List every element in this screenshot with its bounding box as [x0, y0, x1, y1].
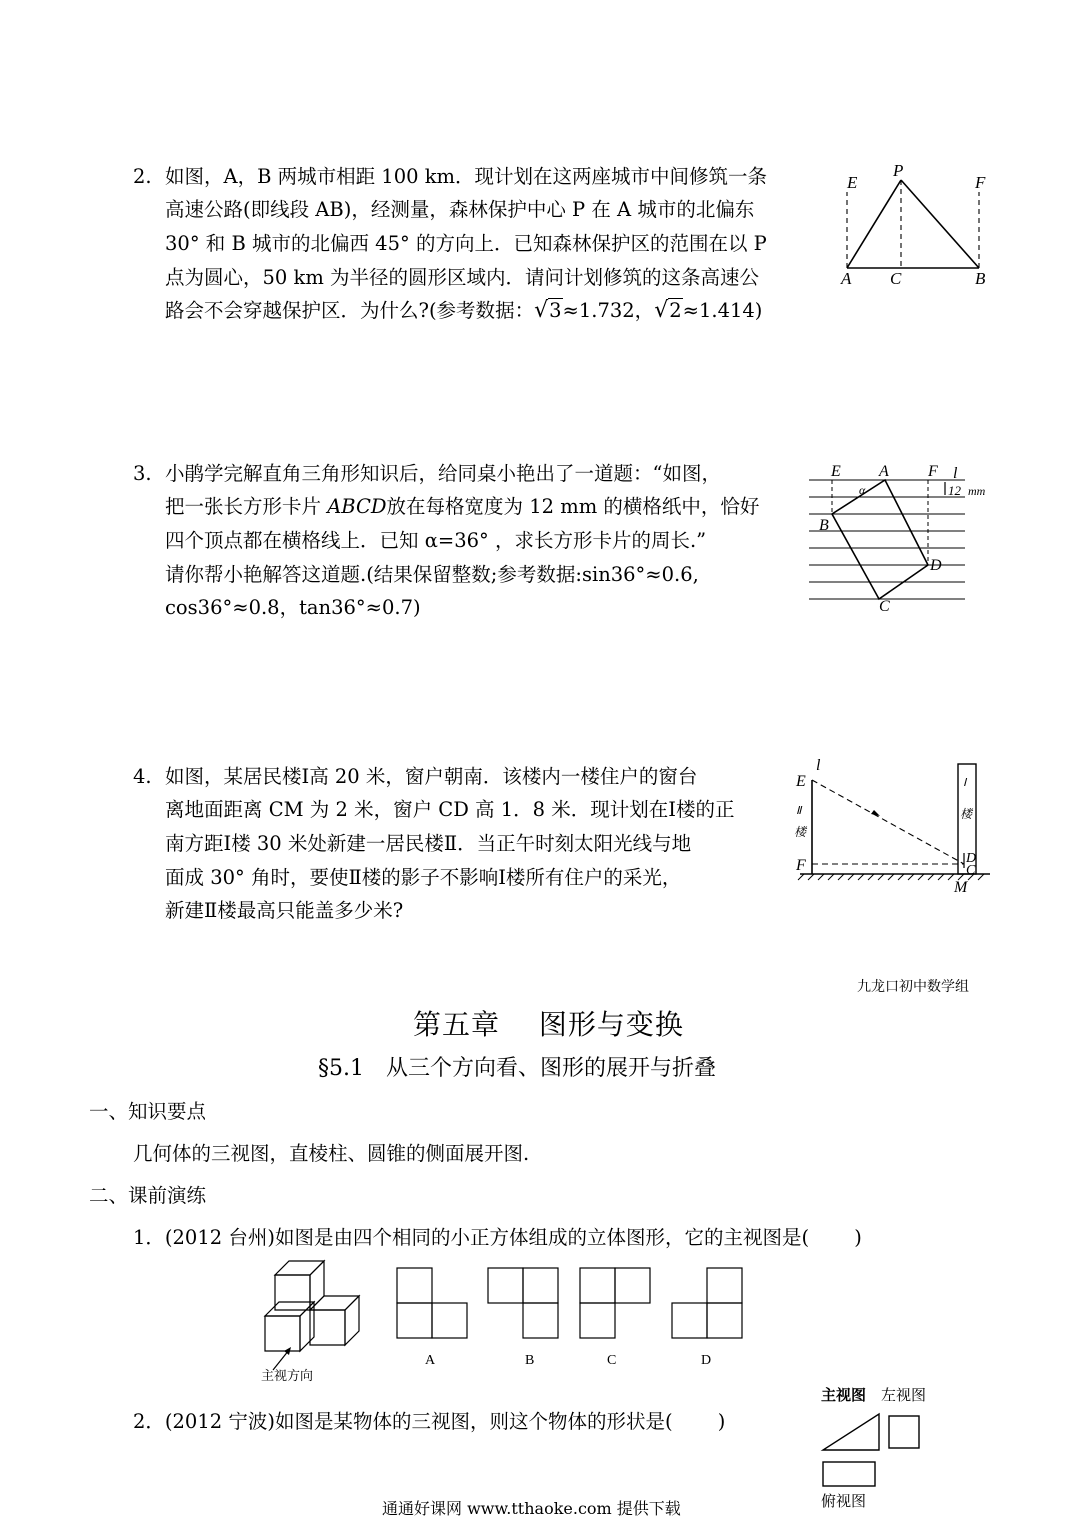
arrow-head-icon: [284, 1347, 291, 1355]
exercise-1-figure: [255, 1258, 755, 1388]
label-F: F: [975, 173, 986, 192]
label-C: C: [890, 269, 902, 288]
text-segment: 放在每格宽度为 12 mm 的横格纸中，恰好: [386, 495, 760, 518]
sqrt-symbol: √: [654, 298, 669, 323]
section-title: §5.1 从三个方向看、图形的展开与折叠: [318, 1056, 716, 1081]
text-segment: 路会不会穿越保护区．为什么?(参考数据：: [165, 299, 535, 322]
sqrt-argument: 3: [549, 299, 562, 322]
option-b-figure: [488, 1268, 558, 1338]
exercise-2-figure: [815, 1380, 945, 1512]
option-b-label: B: [525, 1353, 535, 1368]
school-group-label: 九龙口初中数学组: [857, 979, 969, 995]
problem-text-line: 点为圆心，50 km 为半径的圆形区域内．请问计划修筑的这条高速公: [165, 266, 760, 289]
label-P: P: [893, 161, 904, 180]
heading-knowledge: 一、知识要点: [89, 1100, 207, 1123]
label-lou-i: 楼: [960, 807, 973, 821]
problem-4-figure: [790, 752, 1000, 897]
label-mm: mm: [968, 484, 986, 498]
text-segment: ≈1.414): [682, 299, 763, 322]
label-D: D: [930, 557, 942, 574]
label-lou-ii: 楼: [794, 825, 807, 839]
knowledge-text: 几何体的三视图，直棱柱、圆锥的侧面展开图.: [133, 1142, 530, 1165]
problem-text-line: 新建Ⅱ楼最高只能盖多少米?: [165, 899, 404, 922]
option-c-label: C: [607, 1353, 617, 1368]
problem-text-line: 如图，A，B 两城市相距 100 km．现计划在这两座城市中间修筑一条: [165, 165, 768, 188]
label-l: l: [816, 757, 821, 774]
label-C: C: [879, 598, 890, 613]
label-B: B: [819, 517, 829, 534]
label-E: E: [831, 463, 841, 480]
label-12: 12: [948, 483, 961, 498]
sun-ray: [812, 780, 964, 864]
problem-text-line: 高速公路(即线段 AB)，经测量，森林保护中心 P 在 A 城市的北偏东: [165, 198, 755, 221]
problem-4: [133, 760, 793, 930]
exercise-1-text: 1．(2012 台州)如图是由四个相同的小正方体组成的立体图形，它的主视图是( ): [133, 1226, 862, 1249]
view-direction-label: 主视方向: [261, 1369, 314, 1384]
label-l: l: [953, 465, 958, 482]
front-view-label: 主视图: [821, 1386, 867, 1404]
problem-text-line: 离地面距离 CM 为 2 米，窗户 CD 高 1．8 米．现计划在Ⅰ楼的正: [165, 798, 735, 821]
line-AP: [847, 180, 901, 268]
heading-exercises: 二、课前演练: [89, 1184, 207, 1207]
rectangle-ABCD: [832, 480, 928, 599]
problem-3-figure: [795, 458, 1000, 613]
option-a-label: A: [425, 1353, 436, 1368]
problem-2-figure: [835, 160, 995, 290]
label-i: Ⅰ: [963, 777, 967, 789]
problem-text-line: 小鹃学完解直角三角形知识后，给同桌小艳出了一道题：“如图，: [165, 462, 721, 485]
label-ii: Ⅱ: [796, 805, 802, 817]
sqrt-argument: 2: [669, 299, 682, 322]
option-c-figure: [580, 1268, 650, 1338]
problem-2: [133, 160, 833, 330]
problem-number: 2.: [133, 165, 152, 188]
option-d-label: D: [701, 1353, 712, 1368]
label-B: B: [975, 269, 986, 288]
footer-text: 通通好课网 www.tthaoke.com 提供下载: [382, 1499, 681, 1518]
label-alpha: α: [859, 483, 866, 497]
problem-text-line: 30° 和 B 城市的北偏西 45° 的方向上．已知森林保护区的范围在以 P: [165, 232, 767, 255]
rectangle-name: ABCD: [327, 495, 387, 518]
label-E: E: [796, 773, 806, 790]
left-view-label: 左视图: [881, 1386, 927, 1404]
left-view-square: [889, 1416, 919, 1448]
label-C: C: [966, 863, 976, 878]
label-F: F: [928, 463, 938, 480]
problem-text-line: 南方距Ⅰ楼 30 米处新建一居民楼Ⅱ．当正午时刻太阳光线与地: [165, 832, 692, 855]
problem-text-line: 四个顶点都在横格线上．已知 α=36° ，求长方形卡片的周长.”: [165, 529, 707, 552]
exercise-2-text: 2．(2012 宁波)如图是某物体的三视图，则这个物体的形状是( ): [133, 1410, 726, 1433]
label-A: A: [841, 269, 852, 288]
top-view-rectangle: [823, 1462, 875, 1486]
option-a-figure: [397, 1268, 467, 1338]
cube-solid: [265, 1261, 359, 1351]
label-E: E: [847, 173, 858, 192]
front-view-triangle: [823, 1414, 879, 1450]
problem-text-line: 请你帮小艳解答这道题.(结果保留整数;参考数据:sin36°≈0.6,: [165, 563, 699, 586]
text-segment: ≈1.732，: [562, 299, 655, 322]
top-view-label: 俯视图: [821, 1492, 867, 1510]
option-d-figure: [672, 1268, 742, 1338]
line-PB: [901, 180, 979, 268]
problem-text-line: [165, 294, 762, 328]
sqrt-symbol: √: [534, 298, 549, 323]
label-D: D: [966, 851, 977, 866]
problem-number: 3.: [133, 462, 152, 485]
problem-text-line: 如图，某居民楼Ⅰ高 20 米，窗户朝南．该楼内一楼住户的窗台: [165, 765, 698, 788]
label-M: M: [954, 879, 968, 896]
label-F: F: [796, 857, 806, 874]
text-segment: 把一张长方形卡片: [165, 495, 328, 518]
problem-number: 4.: [133, 765, 152, 788]
problem-3: [133, 457, 813, 627]
problem-text-line: cos36°≈0.8，tan36°≈0.7): [165, 596, 421, 619]
label-A: A: [879, 463, 889, 480]
chapter-title: 第五章 图形与变换: [413, 1008, 684, 1041]
problem-text-line: [165, 490, 759, 524]
problem-text-line: 面成 30° 角时，要使Ⅱ楼的影子不影响Ⅰ楼所有住户的采光，: [165, 866, 682, 889]
